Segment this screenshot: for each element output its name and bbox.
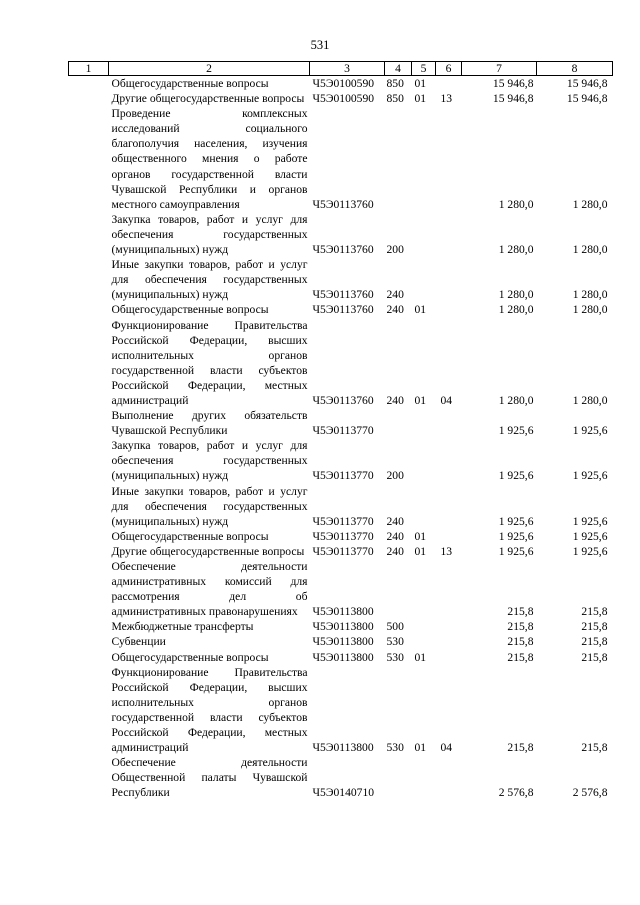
target-code-cell: Ч5Э0140710 (312, 786, 375, 800)
item-name-cell: Общегосударственные вопросы (111, 77, 269, 90)
amount-year1-cell: 2 576,8 (498, 786, 534, 800)
subsection-cell (436, 106, 462, 212)
section-cell: 01 (414, 303, 427, 317)
table-row (69, 619, 613, 634)
table-header-row (69, 62, 613, 76)
item-name-cell: Субвенции (111, 635, 166, 649)
row-number-cell (69, 408, 109, 438)
section-cell (412, 257, 436, 302)
col-header-4: 4 (385, 62, 412, 76)
amount-year2-cell: 1 925,6 (572, 544, 608, 558)
row-number-cell (69, 559, 109, 619)
section-cell (412, 212, 436, 257)
subsection-cell (436, 76, 462, 92)
item-name-cell: Общегосударственные вопросы (111, 529, 269, 543)
section-cell: 01 (414, 650, 427, 664)
expense-type-cell: 530 (386, 635, 404, 649)
table-row (69, 755, 613, 800)
expense-type-cell: 240 (386, 529, 404, 543)
expense-type-cell: 240 (386, 544, 404, 558)
subsection-cell (436, 302, 462, 317)
expense-type-cell: 850 (386, 77, 404, 90)
target-code-cell: Ч5Э0113770 (312, 469, 374, 483)
section-cell: 01 (414, 529, 427, 543)
amount-year1-cell: 215,8 (507, 635, 534, 649)
expense-type-cell (385, 755, 412, 800)
table-row (69, 257, 613, 302)
row-number-cell (69, 257, 109, 302)
amount-year2-cell: 1 925,6 (572, 514, 608, 528)
amount-year2-cell: 215,8 (581, 741, 608, 755)
target-code-cell: Ч5Э0113770 (312, 424, 374, 438)
col-header-6: 6 (436, 62, 462, 76)
row-number-cell (69, 106, 109, 212)
amount-year2-cell: 1 280,0 (572, 393, 608, 407)
target-code-cell: Ч5Э0113800 (312, 741, 374, 755)
section-cell (412, 634, 436, 649)
amount-year1-cell: 215,8 (507, 605, 534, 619)
expense-type-cell: 500 (386, 620, 404, 634)
target-code-cell: Ч5Э0113770 (312, 529, 374, 543)
table-row (69, 529, 613, 544)
table-row (69, 559, 613, 619)
amount-year1-cell: 1 925,6 (498, 544, 534, 558)
target-code-cell: Ч5Э0113800 (312, 650, 374, 664)
col-header-8: 8 (537, 62, 613, 76)
row-number-cell (69, 755, 109, 800)
table-row (69, 212, 613, 257)
target-code-cell: Ч5Э0100590 (312, 77, 375, 90)
section-cell (412, 408, 436, 438)
expense-type-cell: 240 (386, 393, 404, 407)
expense-type-cell: 200 (386, 243, 404, 257)
expense-type-cell: 530 (386, 650, 404, 664)
row-number-cell (69, 544, 109, 559)
col-header-5: 5 (412, 62, 436, 76)
col-header-2: 2 (109, 62, 310, 76)
col-header-1: 1 (69, 62, 109, 76)
amount-year1-cell: 1 925,6 (498, 424, 534, 438)
amount-year2-cell: 215,8 (581, 635, 608, 649)
expense-type-cell: 240 (386, 514, 404, 528)
table-row (69, 408, 613, 438)
target-code-cell: Ч5Э0113770 (312, 544, 374, 558)
amount-year2-cell: 215,8 (581, 650, 608, 664)
table-body (69, 76, 613, 801)
table-row (69, 91, 613, 106)
expense-type-cell (385, 106, 412, 212)
amount-year1-cell: 15 946,8 (492, 92, 534, 106)
subsection-cell (436, 529, 462, 544)
subsection-cell: 13 (440, 92, 453, 106)
item-name-cell: Общегосударственные вопросы (111, 303, 269, 317)
row-number-cell (69, 302, 109, 317)
row-number-cell (69, 665, 109, 756)
item-name-cell: Общегосударственные вопросы (111, 650, 269, 664)
item-name-cell: Функционирование Правительства Российской Федерации, высших исполнительных органов государственной власти субъектов Российской Федерации, местных администраций (111, 665, 308, 755)
target-code-cell: Ч5Э0100590 (312, 92, 375, 106)
subsection-cell (436, 257, 462, 302)
section-cell: 01 (414, 741, 427, 755)
amount-year1-cell: 15 946,8 (492, 77, 534, 90)
section-cell: 01 (414, 544, 427, 558)
subsection-cell (436, 212, 462, 257)
amount-year2-cell: 2 576,8 (572, 786, 608, 800)
subsection-cell (436, 650, 462, 665)
amount-year2-cell: 1 280,0 (572, 197, 608, 211)
section-cell: 01 (414, 77, 427, 90)
row-number-cell (69, 76, 109, 92)
subsection-cell (436, 619, 462, 634)
expense-type-cell: 850 (386, 92, 404, 106)
item-name-cell: Иные закупки товаров, работ и услуг для обеспечения государственных (муниципальных) нужд (111, 258, 308, 302)
amount-year2-cell: 1 925,6 (572, 469, 608, 483)
section-cell: 01 (414, 92, 427, 106)
amount-year2-cell: 15 946,8 (566, 77, 608, 90)
target-code-cell: Ч5Э0113770 (312, 514, 374, 528)
amount-year1-cell: 1 280,0 (498, 288, 534, 302)
target-code-cell: Ч5Э0113800 (312, 605, 374, 619)
amount-year2-cell: 215,8 (581, 605, 608, 619)
amount-year2-cell: 215,8 (581, 620, 608, 634)
item-name-cell: Обеспечение деятельности административных комиссий для рассмотрения дел об административных правонарушениях (111, 560, 308, 619)
col-header-7: 7 (462, 62, 537, 76)
item-name-cell: Закупка товаров, работ и услуг для обеспечения государственных (муниципальных) нужд (111, 439, 308, 483)
item-name-cell: Закупка товаров, работ и услуг для обеспечения государственных (муниципальных) нужд (111, 212, 308, 257)
item-name-cell: Межбюджетные трансферты (111, 620, 254, 634)
amount-year1-cell: 215,8 (507, 650, 534, 664)
table-row (69, 106, 613, 212)
item-name-cell: Другие общегосударственные вопросы (111, 544, 305, 558)
target-code-cell: Ч5Э0113800 (312, 635, 374, 649)
section-cell: 01 (414, 393, 427, 407)
row-number-cell (69, 650, 109, 665)
amount-year2-cell: 1 925,6 (572, 529, 608, 543)
amount-year1-cell: 1 925,6 (498, 469, 534, 483)
amount-year1-cell: 1 925,6 (498, 529, 534, 543)
amount-year1-cell: 1 925,6 (498, 514, 534, 528)
amount-year1-cell: 215,8 (507, 741, 534, 755)
target-code-cell: Ч5Э0113760 (312, 288, 374, 302)
amount-year1-cell: 215,8 (507, 620, 534, 634)
item-name-cell: Обеспечение деятельности Общественной палаты Чувашской Республики (111, 756, 308, 800)
amount-year2-cell: 1 925,6 (572, 424, 608, 438)
amount-year1-cell: 1 280,0 (498, 197, 534, 211)
target-code-cell: Ч5Э0113760 (312, 303, 374, 317)
expense-type-cell: 200 (386, 469, 404, 483)
target-code-cell: Ч5Э0113760 (312, 393, 374, 407)
row-number-cell (69, 619, 109, 634)
col-header-3: 3 (310, 62, 385, 76)
expense-type-cell: 530 (386, 741, 404, 755)
row-number-cell (69, 438, 109, 483)
row-number-cell (69, 91, 109, 106)
section-cell (412, 438, 436, 483)
row-number-cell (69, 318, 109, 409)
subsection-cell (436, 408, 462, 438)
subsection-cell: 04 (440, 393, 453, 407)
target-code-cell: Ч5Э0113760 (312, 243, 374, 257)
amount-year2-cell: 15 946,8 (566, 92, 608, 106)
expense-type-cell: 240 (386, 303, 404, 317)
subsection-cell (436, 438, 462, 483)
row-number-cell (69, 212, 109, 257)
target-code-cell: Ч5Э0113760 (312, 197, 374, 211)
expense-type-cell (385, 408, 412, 438)
subsection-cell (436, 755, 462, 800)
item-name-cell: Выполнение других обязательств Чувашской Республики (111, 409, 308, 438)
table-row (69, 318, 613, 409)
item-name-cell: Иные закупки товаров, работ и услуг для обеспечения государственных (муниципальных) нужд (111, 484, 308, 528)
amount-year1-cell: 1 280,0 (498, 393, 534, 407)
subsection-cell: 04 (440, 741, 453, 755)
section-cell (412, 559, 436, 619)
table-row (69, 302, 613, 317)
subsection-cell: 13 (440, 544, 453, 558)
section-cell (412, 755, 436, 800)
table-row (69, 484, 613, 529)
subsection-cell (436, 634, 462, 649)
table-row (69, 544, 613, 559)
expense-type-cell (385, 559, 412, 619)
item-name-cell: Проведение комплексных исследований социального благополучия населения, изучения общественного мнения о работе органов государственной власти Чувашской Республики и органов местного самоуправления (111, 107, 308, 211)
amount-year1-cell: 1 280,0 (498, 243, 534, 257)
section-cell (412, 619, 436, 634)
table-row (69, 665, 613, 756)
table-row (69, 76, 613, 92)
table-row (69, 438, 613, 483)
subsection-cell (436, 484, 462, 529)
target-code-cell: Ч5Э0113800 (312, 620, 374, 634)
item-name-cell: Функционирование Правительства Российской Федерации, высших исполнительных органов государственной власти субъектов Российской Федерации, местных администраций (111, 318, 308, 407)
table-row (69, 634, 613, 649)
row-number-cell (69, 484, 109, 529)
amount-year2-cell: 1 280,0 (572, 288, 608, 302)
budget-table (68, 61, 613, 801)
subsection-cell (436, 559, 462, 619)
row-number-cell (69, 529, 109, 544)
amount-year1-cell: 1 280,0 (498, 303, 534, 317)
section-cell (412, 106, 436, 212)
section-cell (412, 484, 436, 529)
amount-year2-cell: 1 280,0 (572, 243, 608, 257)
item-name-cell: Другие общегосударственные вопросы (111, 92, 305, 106)
expense-type-cell: 240 (386, 288, 404, 302)
table-row (69, 650, 613, 665)
amount-year2-cell: 1 280,0 (572, 303, 608, 317)
page-number: 531 (310, 38, 330, 52)
row-number-cell (69, 634, 109, 649)
